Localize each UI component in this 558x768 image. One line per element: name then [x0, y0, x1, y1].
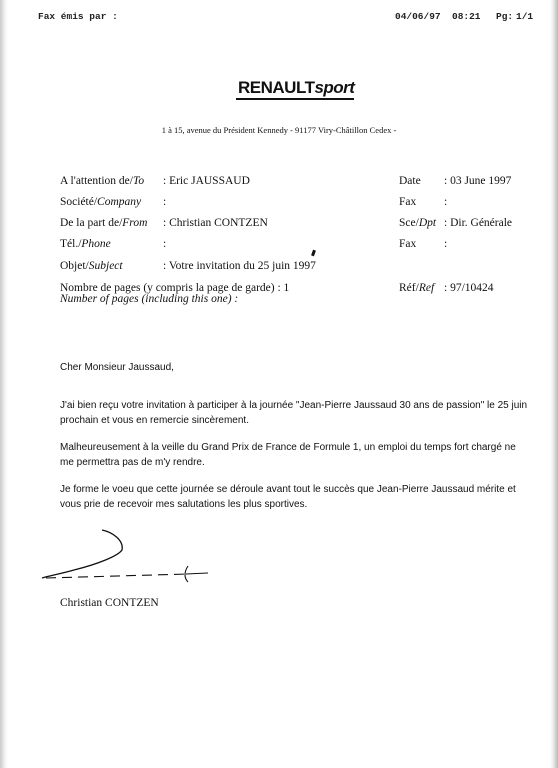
fax-page-label: Pg:	[496, 11, 514, 22]
date-value: : 03 June 1997	[444, 175, 512, 187]
logo-sport: sport	[314, 78, 355, 97]
fax2-value: :	[444, 238, 448, 250]
page-right-edge	[550, 0, 558, 768]
fax-sent-by: Fax émis par :	[38, 11, 118, 22]
attention-value: : Eric JAUSSAUD	[163, 175, 250, 187]
dept-label-en: Dpt	[418, 217, 437, 229]
phone-label-en: Phone	[81, 238, 111, 250]
ref-label-fr: Réf/	[399, 282, 419, 294]
fax2-label: Fax	[399, 238, 417, 250]
stray-mark	[311, 250, 316, 257]
date-label: Date	[399, 175, 421, 187]
attention-label	[60, 175, 144, 187]
handwritten-signature	[38, 526, 218, 586]
phone-label	[60, 238, 111, 250]
dept-label-fr: Sce/	[399, 217, 419, 229]
phone-value: :	[163, 238, 167, 250]
paragraph-2: Malheureusement à la veille du Grand Prix de France de Formule 1, un emploi du temps fort chargé ne me permettra pas de m'y rendre.	[60, 442, 516, 468]
from-label-en: From	[122, 217, 148, 229]
from-value: : Christian CONTZEN	[163, 217, 268, 229]
letter-body	[60, 360, 528, 375]
paragraph-2-block	[60, 440, 528, 470]
subject-label	[60, 260, 123, 272]
paragraph-1: J'ai bien reçu votre invitation à participer à la journée "Jean-Pierre Jaussaud 30 ans de passion" le 25 juin prochain et vous en remercie sincèrement.	[60, 400, 528, 426]
fax-transmission-header	[38, 11, 538, 23]
paragraph-3-block	[60, 482, 528, 512]
company-value: :	[163, 196, 167, 208]
salutation: Cher Monsieur Jaussaud,	[60, 362, 174, 373]
paragraph-1-block	[60, 398, 528, 428]
logo-main: RENAULT	[238, 78, 315, 97]
fax1-value: :	[444, 196, 448, 208]
ref-label-en: Ref	[418, 282, 435, 294]
ref-value: : 97/10424	[444, 282, 494, 294]
dept-label	[399, 217, 436, 229]
renault-sport-logo	[238, 78, 378, 98]
company-label-en: Company	[97, 196, 142, 208]
subject-value: : Votre invitation du 25 juin 1997	[163, 260, 316, 272]
company-label	[60, 196, 141, 208]
signer-name: Christian CONTZEN	[60, 597, 159, 609]
page-left-edge	[0, 0, 8, 768]
phone-label-fr: Tél./	[60, 238, 82, 250]
from-label	[60, 217, 147, 229]
dept-value: : Dir. Générale	[444, 217, 513, 229]
fax-date: 04/06/97	[395, 11, 441, 22]
fax-page: 1/1	[516, 11, 534, 22]
fax-time: 08:21	[452, 11, 481, 22]
attention-label-en: To	[132, 175, 145, 187]
attention-label-fr: A l'attention de/	[60, 175, 133, 187]
logo-underline	[236, 98, 354, 100]
company-label-fr: Société/	[60, 196, 98, 208]
fax1-label: Fax	[399, 196, 417, 208]
from-label-fr: De la part de/	[60, 217, 123, 229]
ref-label	[399, 282, 434, 294]
subject-label-fr: Objet/	[60, 260, 89, 272]
company-address: 1 à 15, avenue du Président Kennedy - 91177 Viry-Châtillon Cedex -	[161, 125, 397, 135]
paragraph-3: Je forme le voeu que cette journée se déroule avant tout le succès que Jean-Pierre Jaussaud mérite et vous prie de recevoir mes salutations les plus sportives.	[60, 484, 516, 510]
pages-label-en: Number of pages (including this one) :	[60, 293, 239, 305]
subject-label-en: Subject	[88, 260, 123, 272]
pages-label-fr: Nombre de pages (y compris la page de garde) : 1	[60, 282, 290, 294]
